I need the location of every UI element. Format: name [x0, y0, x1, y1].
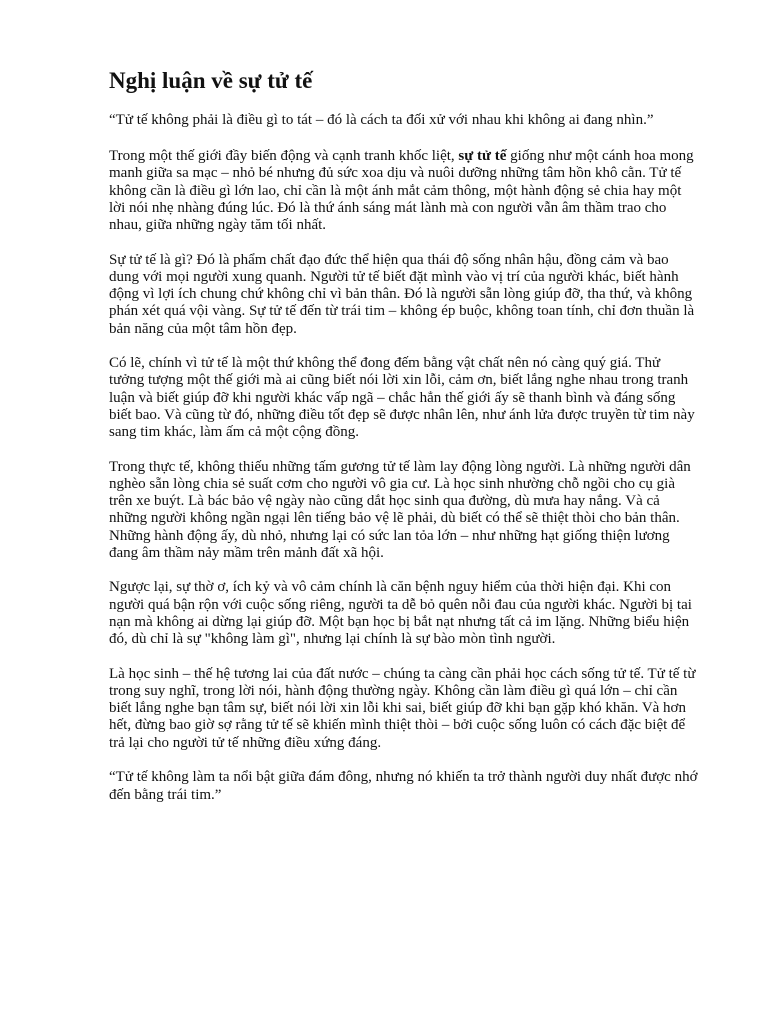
opening-quote: “Tử tế không phải là điều gì to tát – đó là cách ta đối xử với nhau khi không ai đang nhìn.” [109, 112, 654, 128]
paragraph-intro-text-start: Trong một thế giới đầy biến động và cạnh tranh khốc liệt, [109, 148, 459, 165]
document-title: Nghị luận về sự tử tế [109, 68, 313, 93]
paragraph-intro [109, 148, 699, 234]
paragraph-contrast: Ngược lại, sự thờ ơ, ích kỷ và vô cảm chính là căn bệnh nguy hiểm của thời hiện đại. Khi con người quá bận rộn với cuộc sống riêng, người ta dễ bỏ quên nỗi đau của người khác. Người bị tai nạn mà không ai dừng lại giúp đỡ. Một bạn học bị bắt nạt nhưng tất cả im lặng. Những biểu hiện đó, dù chỉ là sự "không làm gì", nhưng lại chính là sự bào mòn tình người. [109, 579, 692, 648]
paragraph-value: Có lẽ, chính vì tử tế là một thứ không thể đong đếm bằng vật chất nên nó càng quý giá. Thử tưởng tượng một thế giới mà ai cũng biết nói lời xin lỗi, cảm ơn, biết lắng nghe nhau trong tranh luận và biết giúp đỡ khi người khác vấp ngã – chắc hẳn thế giới ấy sẽ thanh bình và đáng sống biết bao. Và cũng từ đó, những điều tốt đẹp sẽ được nhân lên, như ánh lửa được truyền từ tim này sang tim khác, làm ấm cả một cộng đồng. [109, 355, 695, 441]
paragraph-examples: Trong thực tế, không thiếu những tấm gương tử tế làm lay động lòng người. Là những người dân nghèo sẵn lòng chia sẻ suất cơm cho người vô gia cư. Là học sinh nhường chỗ ngồi cho cụ già trên xe buýt. Là bác bảo vệ ngày nào cũng dắt học sinh qua đường, dù mưa hay nắng. Và cả những người không ngần ngại lên tiếng bảo vệ lẽ phải, dù biết có thể sẽ thiệt thòi cho bản thân. Những hành động ấy, dù nhỏ, nhưng lại có sức lan tỏa lớn – như những hạt giống thiện lương đang âm thầm nảy mầm trên mảnh đất xã hội. [109, 458, 691, 561]
paragraph-definition: Sự tử tế là gì? Đó là phẩm chất đạo đức thể hiện qua thái độ sống nhân hậu, đồng cảm và bao dung với mọi người xung quanh. Người tử tế biết đặt mình vào vị trí của người khác, biết hành động vì lợi ích chung chứ không chỉ vì bản thân. Đó là người sẵn lòng giúp đỡ, tha thứ, và không phán xét quá vội vàng. Sự tử tế đến từ trái tim – không ép buộc, không toan tính, chỉ đơn thuần là bản năng của một tâm hồn đẹp. [109, 251, 695, 337]
paragraph-intro-bold-term: sự tử tế [458, 148, 507, 165]
paragraph-intro-text-end: giống như một cánh hoa mong manh giữa sa mạc – nhỏ bé nhưng đủ sức xoa dịu và nuôi dưỡng những tâm hồn khô cằn. Tử tế không cần là điều gì lớn lao, chỉ cần là một ánh mắt cảm thông, một hành động sẻ chia hay một lời nói nhẹ nhàng đúng lúc. Đó là thứ ánh sáng mát lành mà con người vẫn âm thầm trao cho nhau, giữa những ngày tăm tối nhất. [109, 148, 694, 234]
document-page [109, 66, 699, 821]
paragraph-students: Là học sinh – thế hệ tương lai của đất nước – chúng ta càng cần phải học cách sống tử tế. Tử tế từ trong suy nghĩ, trong lời nói, hành động thường ngày. Không cần làm điều gì quá lớn – chỉ cần biết lắng nghe bạn tâm sự, biết nói lời xin lỗi khi sai, biết giúp đỡ khi bạn gặp khó khăn. Và hơn hết, đừng bao giờ sợ rằng tử tế sẽ khiến mình thiệt thòi – bởi cuộc sống luôn có cách đặc biệt để trả lại cho người tử tế những điều xứng đáng. [109, 665, 696, 751]
closing-quote: “Tử tế không làm ta nổi bật giữa đám đông, nhưng nó khiến ta trở thành người duy nhất được nhớ đến bằng trái tim.” [109, 769, 698, 803]
